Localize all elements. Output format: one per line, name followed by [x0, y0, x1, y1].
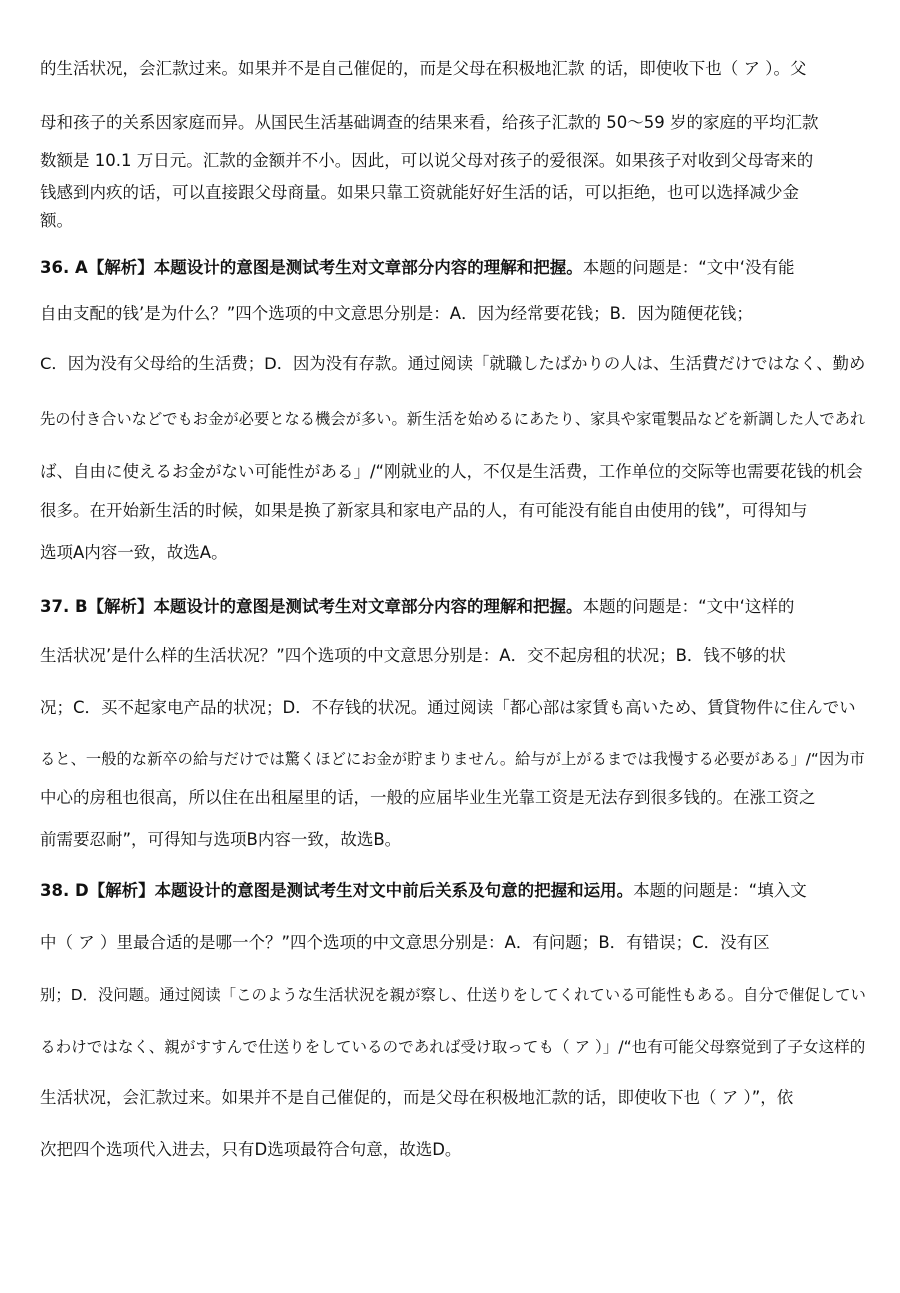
paragraph-line: 先の付き合いなどでもお金が必要となる機会が多い。新生活を始めるにあたり、家具や家電製品などを新調した人であれ — [40, 410, 866, 428]
paragraph-line: 数额是 10.1 万日元。汇款的金额并不小。因此，可以说父母对孩子的爱很深。如果孩子对收到父母寄来的 — [40, 151, 814, 170]
paragraph-line: 选项A内容一致，故选A。 — [40, 543, 228, 562]
paragraph-line: 钱感到内疚的话，可以直接跟父母商量。如果只靠工资就能好好生活的话，可以拒绝，也可以选择减少金 — [40, 183, 799, 202]
paragraph-line: 别；D．没问题。通过阅读「このような生活状況を親が察し、仕送りをしてくれている可能性もある。自分で催促してい — [40, 986, 866, 1004]
paragraph-line: るわけではなく、親がすすんで仕送りをしているのであれば受け取っても（ ア ）」/“也有可能父母察觉到了子女这样的 — [40, 1038, 866, 1056]
paragraph-line: 自由支配的钱’是为什么？”四个选项的中文意思分别是：A．因为经常要花钱；B．因为随便花钱； — [40, 304, 753, 323]
paragraph-line: 况；C．买不起家电产品的状况；D．不存钱的状况。通过阅读「都心部は家賃も高いため、賃貸物件に住んでい — [40, 698, 856, 717]
paragraph-line: 额。 — [40, 211, 73, 230]
answer-lead: 38. D【解析】本题设计的意图是测试考生对文中前后关系及句意的把握和运用。 — [40, 881, 634, 900]
answer-question: 本题的问题是：“文中‘没有能 — [582, 258, 795, 277]
paragraph-line: 母和孩子的关系因家庭而异。从国民生活基础调查的结果来看，给孩子汇款的 50～59 岁的家庭的平均汇款 — [40, 113, 819, 132]
paragraph-line: C．因为没有父母给的生活费；D．因为没有存款。通过阅读「就職したばかりの人は、生活費だけではなく、勤め — [40, 354, 866, 373]
answer-question: 本题的问题是：“填入文 — [633, 881, 807, 900]
answer-heading-38 — [40, 880, 870, 902]
paragraph-line: 很多。在开始新生活的时候，如果是换了新家具和家电产品的人，有可能没有能自由使用的钱”，可得知与 — [40, 501, 808, 520]
answer-heading-36 — [40, 257, 870, 279]
paragraph-line: 的生活状况，会汇款过来。如果并不是自己催促的，而是父母在积极地汇款 的话，即使收下也（ ア ）。父 — [40, 59, 807, 78]
answer-lead: 37. B【解析】本题设计的意图是测试考生对文章部分内容的理解和把握。 — [40, 597, 583, 616]
answer-question: 本题的问题是：“文中‘这样的 — [582, 597, 795, 616]
paragraph-line: ば、自由に使えるお金がない可能性がある」/“刚就业的人，不仅是生活费，工作单位的交际等也需要花钱的机会 — [40, 462, 863, 481]
answer-heading-37 — [40, 596, 870, 618]
answer-lead: 36. A【解析】本题设计的意图是测试考生对文章部分内容的理解和把握。 — [40, 258, 583, 277]
paragraph-line: ると、一般的な新卒の給与だけでは驚くほどにお金が貯まりません。給与が上がるまでは我慢する必要がある」/“因为市 — [40, 750, 865, 768]
paragraph-line: 中心的房租也很高，所以住在出租屋里的话，一般的应届毕业生光靠工资是无法存到很多钱的。在涨工资之 — [40, 788, 816, 807]
paragraph-line: 次把四个选项代入进去，只有D选项最符合句意，故选D。 — [40, 1140, 462, 1159]
paragraph-line: 中（ ア ）里最合适的是哪一个？”四个选项的中文意思分别是：A．有问题；B．有错误；C．没有区 — [40, 933, 770, 952]
paragraph-line: 生活状况’是什么样的生活状况？”四个选项的中文意思分别是：A．交不起房租的状况；B．钱不够的状 — [40, 646, 786, 665]
paragraph-line: 生活状况，会汇款过来。如果并不是自己催促的，而是父母在积极地汇款的话，即使收下也（ ア ）”，依 — [40, 1088, 794, 1107]
paragraph-line: 前需要忍耐”，可得知与选项B内容一致，故选B。 — [40, 830, 402, 849]
